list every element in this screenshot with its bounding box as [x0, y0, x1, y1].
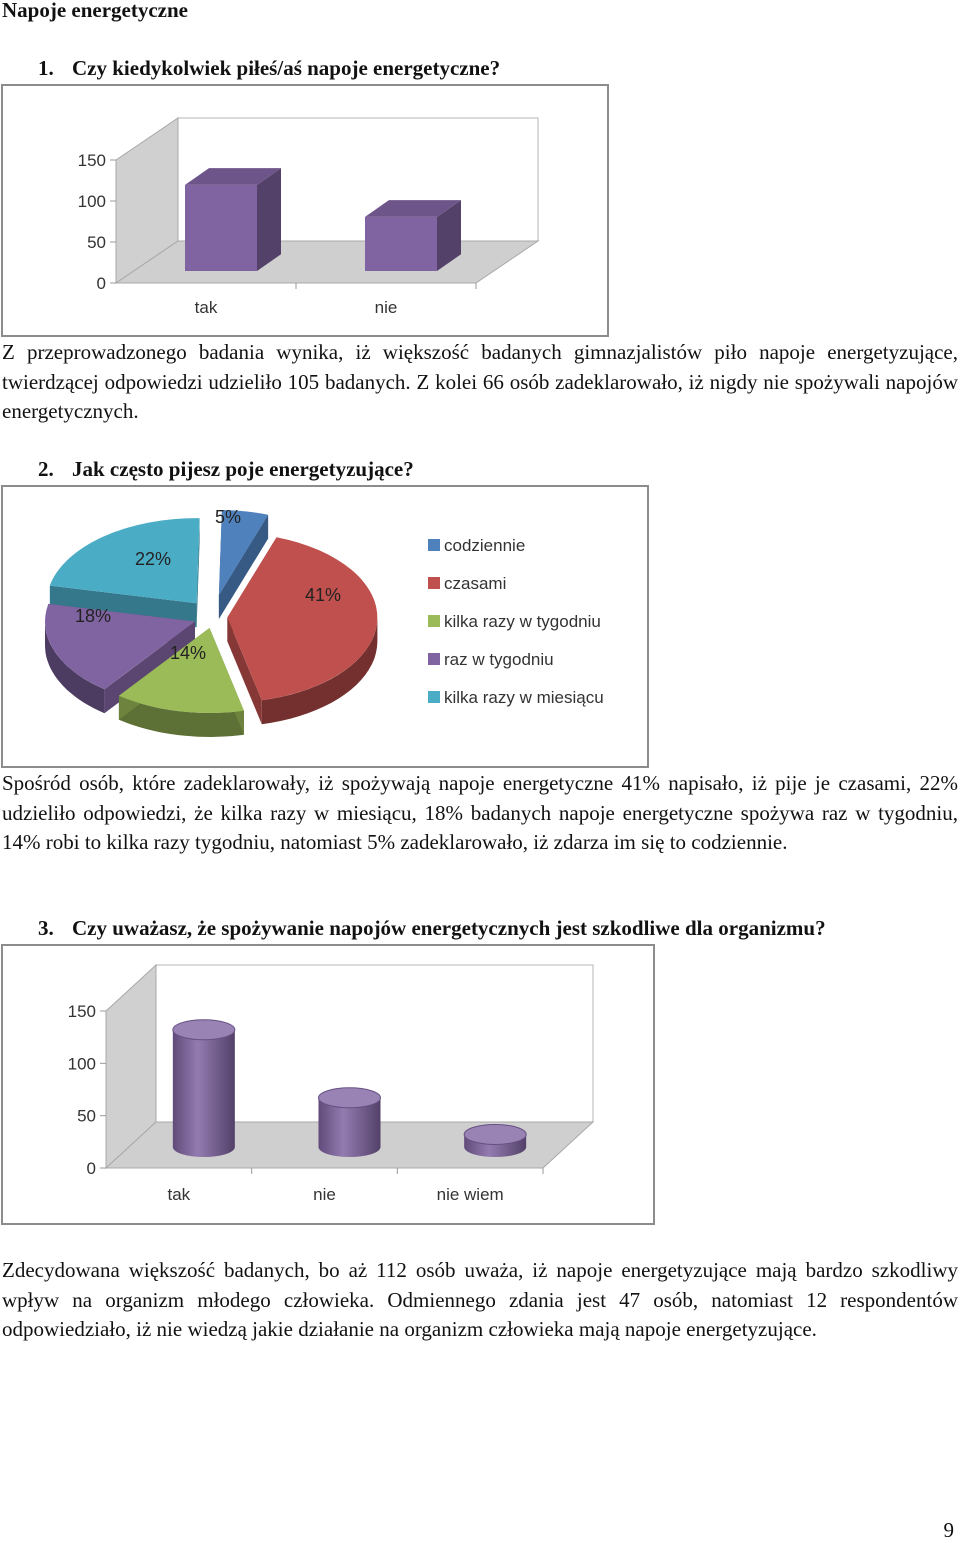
pie-data-label: 41% [304, 585, 342, 605]
pie-data-label: 5% [214, 507, 242, 527]
legend-swatch [428, 539, 440, 551]
pie-chart-3d [3, 487, 647, 766]
y-tick-label: 100 [67, 1054, 96, 1074]
x-tick-label: nie wiem [436, 1185, 504, 1204]
chart-3-frame [1, 944, 655, 1225]
y-tick-label: 100 [77, 192, 106, 211]
legend-swatch [428, 577, 440, 589]
legend-swatch [428, 615, 440, 627]
cylinder-top [464, 1124, 526, 1144]
question-3-number: 3. [38, 916, 54, 940]
legend-swatch [428, 691, 440, 703]
y-tick-label: 0 [96, 274, 106, 293]
cylinder-bar [173, 1030, 235, 1157]
y-tick-label: 50 [77, 1106, 96, 1126]
x-tick-label: tak [194, 298, 218, 317]
y-tick-label: 50 [87, 233, 106, 252]
legend-label: kilka razy w tygodniu [444, 612, 601, 631]
bar [365, 217, 437, 271]
section-1-paragraph: Z przeprowadzonego badania wynika, iż większość badanych gimnazjalistów piło napoje energetyzujące, twierdzącej odpowiedzi udzieliło 105 badanych. Z kolei 66 osób zadeklarowało, iż nigdy nie spożywali napojów energetycznych. [2, 340, 958, 423]
chart-2-frame [1, 485, 649, 768]
x-tick-label: nie [374, 298, 398, 317]
legend-label: kilka razy w miesiącu [444, 688, 604, 707]
page-number: 9 [943, 1518, 954, 1542]
bar-chart-3d [3, 86, 607, 335]
x-tick-label: tak [167, 1185, 191, 1204]
question-2-number: 2. [38, 457, 54, 481]
chart-floor [116, 241, 538, 283]
cylinder-top [173, 1020, 235, 1040]
y-tick-label: 150 [77, 151, 106, 170]
question-1-text: Czy kiedykolwiek piłeś/aś napoje energetyczne? [72, 56, 501, 80]
question-3-text: Czy uważasz, że spożywanie napojów energetycznych jest szkodliwe dla organizmu? [72, 916, 826, 940]
cylinder-top [319, 1088, 381, 1108]
chart-1-frame [1, 84, 609, 337]
legend-label: codziennie [444, 536, 526, 555]
x-tick-label: nie [313, 1185, 336, 1204]
question-3 [38, 916, 826, 941]
legend-swatch [428, 653, 440, 665]
legend-label: raz w tygodniu [444, 650, 554, 669]
y-tick-label: 0 [86, 1159, 96, 1178]
pie-data-label: 14% [169, 643, 207, 663]
pie-data-label: 18% [74, 606, 112, 626]
section-2-paragraph: Spośród osób, które zadeklarowały, iż spożywają napoje energetyczne 41% napisało, iż pije je czasami, 22% udzieliło odpowiedzi, że kilka razy w miesiącu, 18% badanych napoje energetyczne spożywa raz w tygodniu, 14% robi to kilka razy tygodniu, natomiast 5% zadeklarowało, iż zdarza im się to codziennie. [2, 771, 958, 854]
pie-data-label: 22% [134, 549, 172, 569]
cylinder-chart-3d [3, 946, 653, 1223]
legend-label: czasami [444, 574, 507, 593]
question-2-text: Jak często pijesz poje energetyzujące? [72, 457, 414, 481]
section-3-paragraph: Zdecydowana większość badanych, bo aż 112 osób uważa, iż napoje energetyzujące mają bardzo szkodliwy wpływ na organizm młodego człowieka. Odmiennego zdania jest 47 osób, natomiast 12 respondentów odpowiedziało, iż nie wiedzą jakie działanie na organizm człowieka mają napoje energetyzujące. [2, 1258, 958, 1341]
y-tick-label: 150 [67, 1002, 96, 1021]
question-1 [38, 56, 500, 81]
bar-side [257, 168, 281, 271]
question-2 [38, 457, 414, 482]
question-1-number: 1. [38, 56, 54, 80]
bar [185, 185, 257, 271]
page-title: Napoje energetyczne [2, 0, 189, 22]
